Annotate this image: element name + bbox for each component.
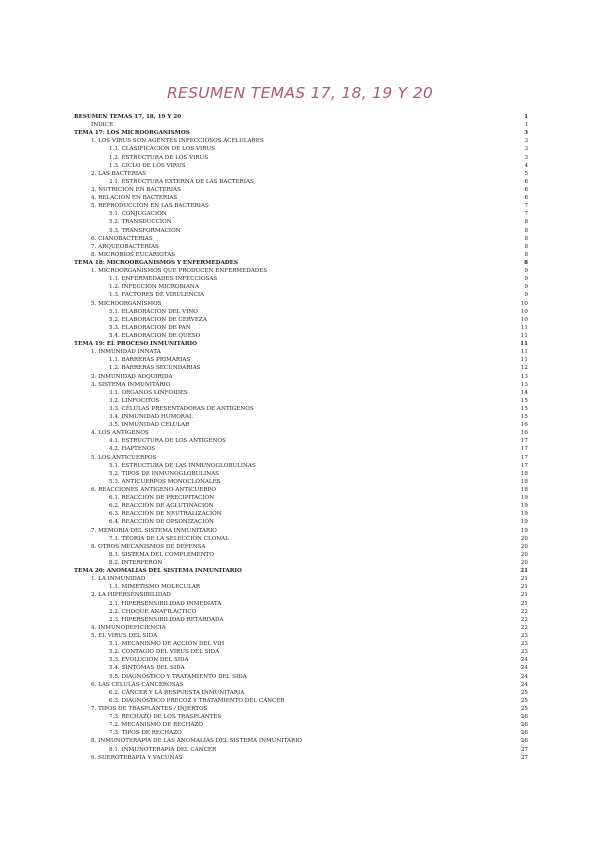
toc-entry-label: 3.4. INMUNIDAD HUMORAL [109, 414, 193, 421]
toc-entry-page-number: 20 [520, 560, 528, 567]
toc-entry-page-number: 17 [520, 454, 528, 461]
toc-entry-label: 8.1. INMUNOTERAPIA DEL CÁNCER [109, 746, 217, 753]
toc-entry-label: TEMA 20: ANOMALÍAS DEL SISTEMA INMUNITARIO [74, 568, 242, 575]
toc-entry-page-number: 12 [520, 365, 528, 372]
table-of-contents [74, 113, 528, 762]
toc-chapter-entry[interactable] [74, 259, 528, 267]
toc-entry-label: 1.1. ENFERMEDADES INFECCIOSAS [109, 276, 218, 283]
toc-entry[interactable] [74, 437, 528, 445]
toc-entry-page-number: 23 [520, 633, 528, 639]
toc-entry[interactable] [74, 559, 528, 567]
toc-entry-page-number: 6 [524, 186, 528, 193]
toc-entry-page-number: 25 [520, 697, 528, 704]
toc-entry[interactable] [74, 356, 528, 364]
toc-entry-page-number: 11 [520, 341, 528, 348]
toc-entry-label: 5.3. EVOLUCIÓN DEL SIDA [109, 657, 189, 664]
toc-entry-page-number: 6 [524, 178, 528, 185]
toc-entry-label: 6.2. CÁNCER Y LA RESPUESTA INMUNITARIA [109, 689, 245, 696]
toc-entry-page-number: 15 [520, 397, 528, 404]
toc-entry-page-number: 1 [524, 114, 528, 120]
toc-entry[interactable] [74, 235, 528, 243]
toc-entry-label: 4. LOS ANTÍGENOS [91, 430, 149, 437]
toc-entry[interactable] [74, 600, 528, 608]
toc-entry-label: 7.3. RECHAZO DE LOS TRASPLANTES [109, 714, 222, 721]
toc-entry[interactable] [74, 673, 528, 681]
toc-entry[interactable] [74, 348, 528, 356]
toc-entry[interactable] [74, 162, 528, 170]
toc-entry-page-number: 21 [520, 600, 528, 607]
toc-entry-label: 2.3. HIPERSENSIBILIDAD RETARDADA [109, 616, 224, 623]
toc-entry-label: 3. SISTEMA INMUNITARIO [91, 381, 171, 388]
toc-entry-label: 1. LA INMUNIDAD [91, 576, 146, 583]
toc-entry-page-number: 20 [520, 535, 528, 542]
toc-entry-label: 2.1. HIPERSENSIBILIDAD INMEDIATA [109, 600, 222, 607]
toc-entry[interactable] [74, 308, 528, 316]
toc-entry[interactable] [74, 664, 528, 672]
toc-entry[interactable] [74, 202, 528, 210]
toc-entry[interactable] [74, 462, 528, 470]
toc-entry-label: 4. RELACIÓN EN BACTERIAS [91, 195, 178, 202]
toc-entry[interactable] [74, 364, 528, 372]
toc-entry-label: 2.2. CHOQUE ANAFILÁCTICO [109, 608, 197, 615]
toc-entry-page-number: 26 [520, 730, 528, 737]
toc-entry[interactable] [74, 275, 528, 283]
toc-entry-label: 5.1. ESTRUCTURA DE LAS INMUNOGLOBULINAS [109, 462, 256, 469]
toc-entry-label: 4.2. HAPTENOS [109, 446, 156, 453]
toc-entry-label: 6.3. REACCIÓN DE NEUTRALIZACIÓN [109, 511, 222, 518]
toc-entry[interactable] [74, 689, 528, 697]
toc-entry-page-number: 18 [520, 470, 528, 477]
toc-entry-label: TEMA 19: EL PROCESO INMUNITARIO [74, 341, 198, 348]
toc-entry-page-number: 11 [520, 332, 528, 339]
toc-entry[interactable] [74, 632, 528, 640]
toc-entry-page-number: 16 [520, 422, 528, 429]
toc-entry-page-number: 25 [520, 705, 528, 712]
toc-entry-label: 1.1. BARRERAS PRIMARIAS [109, 357, 191, 364]
document-title: RESUMEN TEMAS 17, 18, 19 Y 20 [166, 84, 434, 102]
toc-entry-label: 5.4. ELABORACIÓN DE QUESO [109, 332, 201, 339]
toc-entry[interactable] [74, 389, 528, 397]
toc-entry[interactable] [74, 543, 528, 551]
toc-entry-label: 2. LAS BACTERIAS [91, 170, 147, 177]
toc-entry-label: 5.1. CONJUGACIÓN [109, 211, 167, 218]
toc-entry[interactable] [74, 373, 528, 381]
toc-entry-label: 5.2. TRANSDUCCIÓN [109, 219, 172, 226]
toc-entry-page-number: 22 [520, 608, 528, 615]
toc-entry-label: 3.3. CÉLULAS PRESENTADORAS DE ANTÍGENOS [109, 405, 254, 412]
toc-entry-label: 6.1. REACCIÓN DE PRECIPITACIÓN [109, 495, 215, 502]
toc-entry[interactable] [74, 648, 528, 656]
toc-entry-page-number: 24 [520, 673, 528, 680]
toc-entry-label: 1. LOS VIRUS SON AGENTES INFECCIOSOS ACELULARES [91, 138, 264, 145]
toc-entry-label: 4. INMUNODEFICIENCIA [91, 624, 166, 631]
toc-entry-label: 1.1. MIMETISMO MOLECULAR [109, 584, 201, 591]
toc-entry-page-number: 8 [524, 259, 528, 266]
toc-entry-label: 7. MEMORIA DEL SISTEMA INMUNITARIO [91, 527, 217, 534]
toc-entry[interactable] [74, 332, 528, 340]
toc-entry-page-number: 5 [524, 170, 528, 177]
toc-entry[interactable] [74, 681, 528, 689]
toc-entry-page-number: 27 [520, 754, 528, 761]
toc-entry-page-number: 11 [520, 349, 528, 356]
toc-entry-page-number: 3 [524, 130, 528, 137]
toc-entry[interactable] [74, 518, 528, 526]
toc-entry[interactable] [74, 445, 528, 453]
toc-entry-label: TEMA 18: MICROORGANISMOS Y ENFERMEDADES [74, 259, 238, 266]
toc-entry-page-number: 13 [520, 373, 528, 380]
toc-entry-page-number: 18 [520, 478, 528, 485]
toc-entry-page-number: 8 [524, 219, 528, 226]
toc-entry-label: 7. TIPOS DE TRASPLANTES / INJERTOS [91, 705, 208, 712]
toc-entry[interactable] [74, 713, 528, 721]
toc-entry[interactable] [74, 502, 528, 510]
toc-entry-label: 6.4. REACCIÓN DE OPSONIZACIÓN [109, 519, 214, 526]
toc-entry-label: 6. LAS CÉLULAS CANCEROSAS [91, 681, 184, 688]
toc-entry-label: 1.2. INFECCIÓN MICROBIANA [109, 284, 199, 291]
toc-entry-label: 5. EL VIRUS DEL SIDA [91, 633, 158, 639]
toc-entry-page-number: 23 [520, 641, 528, 648]
toc-entry[interactable] [74, 243, 528, 251]
toc-entry-page-number: 3 [524, 154, 528, 161]
toc-entry-page-number: 20 [520, 543, 528, 550]
toc-entry[interactable] [74, 429, 528, 437]
toc-entry-label: 5.1. ELABORACIÓN DEL VINO [109, 308, 198, 315]
toc-entry-label: 7.1. TEORÍA DE LA SELECCIÓN CLONAL [109, 535, 229, 542]
toc-entry[interactable] [74, 478, 528, 486]
toc-entry-label: 3.2. LINFOCITOS [109, 397, 160, 404]
toc-entry-page-number: 11 [520, 357, 528, 364]
toc-entry-label: TEMA 17: LOS MICROORGANISMOS [74, 130, 190, 137]
toc-entry-label: 5. MICROORGANISMOS [91, 300, 162, 307]
toc-entry[interactable] [74, 186, 528, 194]
toc-entry-page-number: 9 [524, 276, 528, 283]
toc-entry-page-number: 6 [524, 195, 528, 202]
toc-entry-label: 2.1. ESTRUCTURA EXTERNA DE LAS BACTERIAS [109, 178, 254, 185]
toc-entry-page-number: 20 [520, 551, 528, 558]
toc-entry-label: 5.2. CONTAGIO DEL VIRUS DEL SIDA [109, 649, 220, 656]
toc-entry-page-number: 21 [520, 592, 528, 599]
toc-entry-page-number: 10 [520, 316, 528, 323]
toc-entry[interactable] [74, 608, 528, 616]
toc-entry-label: 8.2. INTERFERÓN [109, 560, 163, 567]
toc-entry-label: 5.5. DIAGNÓSTICO Y TRATAMIENTO DEL SIDA [109, 673, 247, 680]
toc-entry-label: ÍNDICE [91, 122, 114, 129]
toc-entry-label: 5.2. TIPOS DE INMUNOGLOBULINAS [109, 470, 220, 477]
toc-entry-page-number: 1 [524, 122, 528, 129]
toc-entry-page-number: 15 [520, 414, 528, 421]
toc-entry[interactable] [74, 421, 528, 429]
toc-entry[interactable] [74, 697, 528, 705]
toc-entry[interactable] [74, 267, 528, 275]
toc-entry-page-number: 26 [520, 738, 528, 745]
toc-entry-page-number: 19 [520, 519, 528, 526]
toc-entry-page-number: 7 [524, 203, 528, 210]
toc-entry-page-number: 17 [520, 462, 528, 469]
toc-entry-page-number: 19 [520, 503, 528, 510]
toc-entry-label: 3.1. ÓRGANOS LINFOIDES [109, 389, 188, 396]
toc-entry-page-number: 22 [520, 616, 528, 623]
toc-entry-label: 5. LOS ANTICUERPOS [91, 454, 157, 461]
toc-entry[interactable] [74, 737, 528, 745]
toc-entry-label: 1.2. ESTRUCTURA DE LOS VIRUS [109, 154, 209, 161]
toc-entry-page-number: 8 [524, 251, 528, 258]
toc-entry-page-number: 10 [520, 308, 528, 315]
toc-entry[interactable] [74, 705, 528, 713]
toc-entry-page-number: 21 [520, 568, 528, 575]
toc-entry-page-number: 9 [524, 284, 528, 291]
toc-chapter-entry[interactable] [74, 340, 528, 348]
toc-entry-page-number: 23 [520, 649, 528, 656]
toc-entry-label: RESUMEN TEMAS 17, 18, 19 Y 20 [74, 114, 182, 120]
toc-entry[interactable] [74, 527, 528, 535]
toc-entry-page-number: 26 [520, 722, 528, 729]
toc-entry-label: 5.1. MECANISMO DE ACCIÓN DEL VIH [109, 641, 225, 648]
toc-entry[interactable] [74, 616, 528, 624]
toc-entry-page-number: 18 [520, 487, 528, 494]
toc-entry-page-number: 8 [524, 243, 528, 250]
toc-entry-label: 6.2. REACCIÓN DE AGLUTINACIÓN [109, 503, 214, 510]
toc-entry-page-number: 24 [520, 657, 528, 664]
toc-entry-label: 7. ARQUEOBACTERIAS [91, 243, 159, 250]
toc-entry[interactable] [74, 283, 528, 291]
toc-entry-page-number: 19 [520, 511, 528, 518]
toc-entry-page-number: 17 [520, 438, 528, 445]
toc-entry-page-number: 9 [524, 268, 528, 275]
toc-entry[interactable] [74, 640, 528, 648]
toc-entry-label: 7.2. MECANISMO DE RECHAZO [109, 722, 203, 729]
toc-entry-label: 3. NUTRICIÓN EN BACTERIAS [91, 186, 181, 193]
toc-entry[interactable] [74, 413, 528, 421]
toc-entry-page-number: 9 [524, 292, 528, 299]
toc-entry-label: 5.4. SÍNTOMAS DEL SIDA [109, 665, 185, 672]
toc-entry-label: 9. SUEROTERAPIA Y VACUNAS [91, 754, 183, 761]
toc-entry-page-number: 14 [520, 389, 528, 396]
toc-entry-label: 1. INMUNIDAD INNATA [91, 349, 161, 356]
toc-entry-page-number: 8 [524, 235, 528, 242]
toc-entry[interactable] [74, 251, 528, 259]
toc-entry[interactable] [74, 746, 528, 754]
toc-entry[interactable] [74, 324, 528, 332]
toc-entry-label: 5.3. ELABORACIÓN DE PAN [109, 324, 191, 331]
toc-entry[interactable] [74, 316, 528, 324]
toc-entry-page-number: 24 [520, 681, 528, 688]
toc-entry[interactable] [74, 510, 528, 518]
toc-entry[interactable] [74, 656, 528, 664]
toc-entry-label: 1.3. FACTORES DE VIRULENCIA [109, 292, 205, 299]
toc-entry-label: 1.3. CICLO DE LOS VIRUS [109, 162, 186, 169]
toc-entry-label: 8. INMUNOTERAPIA DE LAS ANOMALÍAS DEL SISTEMA INMUNITARIO [91, 738, 302, 745]
toc-entry[interactable] [74, 721, 528, 729]
toc-entry[interactable] [74, 535, 528, 543]
toc-entry[interactable] [74, 137, 528, 145]
toc-entry-page-number: 3 [524, 146, 528, 153]
toc-entry[interactable] [74, 218, 528, 226]
toc-entry-page-number: 13 [520, 381, 528, 388]
toc-entry-label: 5.3. ANTICUERPOS MONOCLONALES [109, 478, 221, 485]
toc-entry-label: 3.5. INMUNIDAD CELULAR [109, 422, 190, 429]
toc-entry-label: 5.2. ELABORACIÓN DE CERVEZA [109, 316, 207, 323]
toc-entry[interactable] [74, 291, 528, 299]
toc-entry-label: 6. CIANOBACTERIAS [91, 235, 153, 242]
toc-chapter-entry[interactable] [74, 113, 528, 121]
toc-entry-page-number: 26 [520, 714, 528, 721]
toc-entry-label: 4.1. ESTRUCTURA DE LOS ANTÍGENOS [109, 438, 226, 445]
toc-entry[interactable] [74, 551, 528, 559]
toc-entry-label: 1.1. CLASIFICACIÓN DE LOS VIRUS [109, 146, 215, 153]
toc-entry[interactable] [74, 583, 528, 591]
toc-entry-label: 1. MICROORGANISMOS QUE PRODUCEN ENFERMEDADES [91, 268, 268, 275]
toc-entry[interactable] [74, 121, 528, 129]
toc-entry[interactable] [74, 227, 528, 235]
toc-entry-label: 5.3. TRANSFORMACIÓN [109, 227, 181, 234]
toc-entry[interactable] [74, 470, 528, 478]
toc-entry[interactable] [74, 454, 528, 462]
toc-entry-page-number: 15 [520, 405, 528, 412]
toc-entry-page-number: 24 [520, 665, 528, 672]
toc-entry[interactable] [74, 405, 528, 413]
toc-entry-label: 1.2. BARRERAS SECUNDARIAS [109, 365, 201, 372]
toc-entry[interactable] [74, 145, 528, 153]
toc-chapter-entry[interactable] [74, 129, 528, 137]
toc-entry-page-number: 16 [520, 430, 528, 437]
toc-entry[interactable] [74, 210, 528, 218]
toc-entry-page-number: 8 [524, 227, 528, 234]
toc-entry[interactable] [74, 486, 528, 494]
toc-entry-page-number: 3 [524, 138, 528, 145]
toc-entry-label: 8. OTROS MECANISMOS DE DEFENSA [91, 543, 206, 550]
toc-entry[interactable] [74, 381, 528, 389]
toc-entry-label: 8.1. SISTEMA DEL COMPLEMENTO [109, 551, 214, 558]
toc-entry[interactable] [74, 754, 528, 762]
toc-entry-label: 2. INMUNIDAD ADQUIRIDA [91, 373, 173, 380]
toc-entry-page-number: 11 [520, 324, 528, 331]
toc-entry[interactable] [74, 300, 528, 308]
toc-entry[interactable] [74, 178, 528, 186]
toc-entry-label: 7.3. TIPOS DE RECHAZO [109, 730, 182, 737]
toc-chapter-entry[interactable] [74, 567, 528, 575]
toc-entry[interactable] [74, 397, 528, 405]
toc-entry[interactable] [74, 154, 528, 162]
toc-entry-page-number: 25 [520, 689, 528, 696]
toc-entry-page-number: 17 [520, 446, 528, 453]
toc-entry-label: 2. LA HIPERSENSIBILIDAD [91, 592, 171, 599]
toc-entry[interactable] [74, 624, 528, 632]
toc-entry[interactable] [74, 591, 528, 599]
toc-entry-label: 6.3. DIAGNÓSTICO PRECOZ Y TRATAMIENTO DEL CÁNCER [109, 697, 285, 704]
toc-entry-label: 8. MICROBIOS EUCARIOTAS [91, 251, 176, 258]
toc-entry[interactable] [74, 170, 528, 178]
toc-entry-page-number: 21 [520, 576, 528, 583]
toc-entry[interactable] [74, 729, 528, 737]
toc-entry-page-number: 19 [520, 527, 528, 534]
toc-entry-page-number: 19 [520, 495, 528, 502]
toc-entry-page-number: 7 [524, 211, 528, 218]
toc-entry-page-number: 21 [520, 584, 528, 591]
toc-entry[interactable] [74, 194, 528, 202]
toc-entry-page-number: 27 [520, 746, 528, 753]
toc-entry-page-number: 22 [520, 624, 528, 631]
toc-entry[interactable] [74, 575, 528, 583]
toc-entry[interactable] [74, 494, 528, 502]
toc-entry-label: 6. REACCIONES ANTÍGENO-ANTICUERPO [91, 487, 216, 494]
toc-entry-page-number: 4 [524, 162, 528, 169]
toc-entry-label: 5. REPRODUCCIÓN EN LAS BACTERIAS [91, 203, 209, 210]
toc-entry-page-number: 10 [520, 300, 528, 307]
